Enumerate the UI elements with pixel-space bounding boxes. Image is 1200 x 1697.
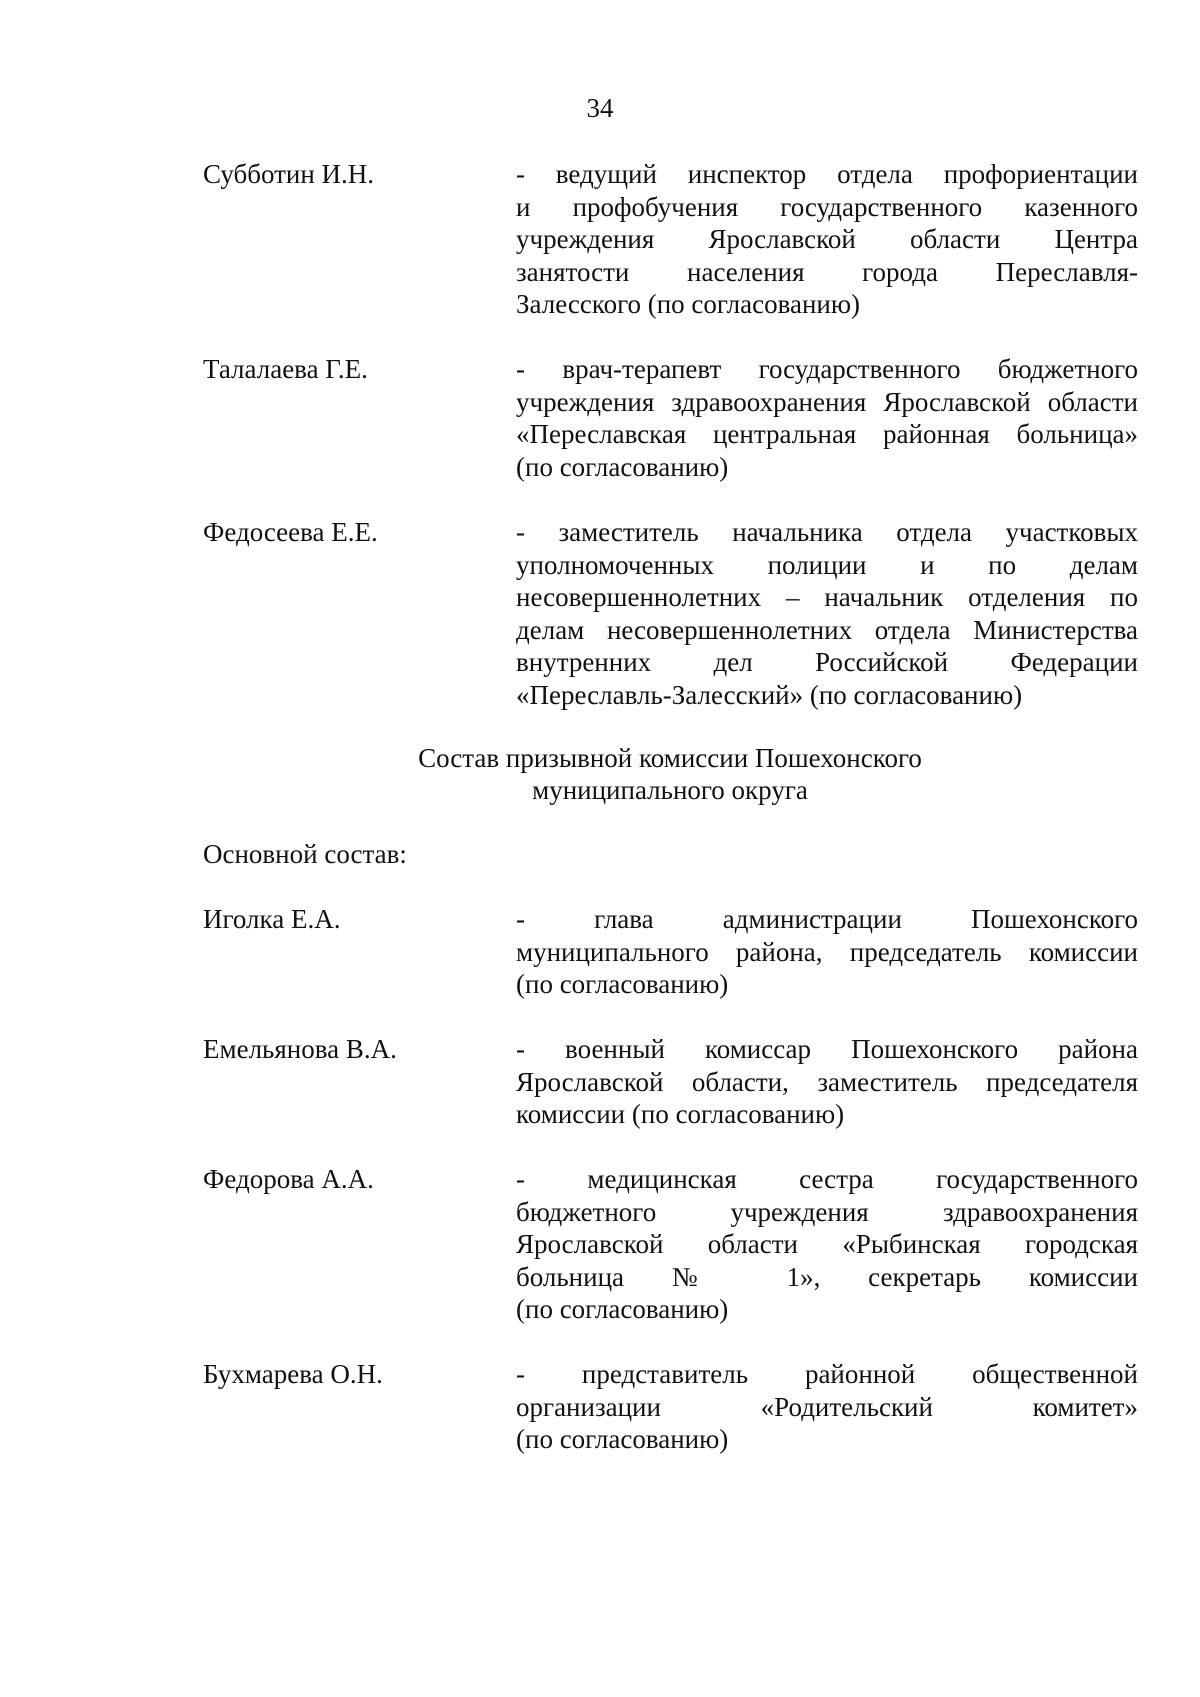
member-description	[516, 353, 1138, 483]
description-line: уполномоченных полиции и по делам	[516, 549, 1138, 580]
member-description	[516, 1163, 1138, 1326]
member-name: Субботин И.Н.	[203, 159, 375, 189]
description-line: - медицинская сестра государственного	[516, 1164, 1138, 1194]
description-line: комиссии (по согласованию)	[516, 1099, 845, 1129]
description-line: делам несовершеннолетних отдела Министерства	[516, 614, 1138, 645]
member-name: Федорова А.А.	[203, 1164, 374, 1194]
description-line: - военный комиссар Пошехонского района	[516, 1034, 1138, 1064]
member-name: Емельянова В.А.	[203, 1034, 397, 1064]
description-line: «Переславль-Залесский» (по согласованию)	[516, 679, 1023, 710]
description-line: Залесского (по согласованию)	[516, 289, 860, 319]
description-line: (по согласованию)	[516, 1424, 729, 1454]
page-number: 34	[586, 93, 614, 123]
description-line: - ведущий инспектор отдела профориентации	[516, 159, 1138, 189]
description-line: «Переславская центральная районная больница»	[516, 419, 1138, 449]
member-description	[516, 1033, 1138, 1131]
member-name: Бухмарева О.Н.	[203, 1359, 383, 1389]
description-line: внутренних дел Российской Федерации	[516, 647, 1138, 677]
description-line: (по согласованию)	[516, 969, 729, 999]
description-line: Ярославской области, заместитель председателя	[516, 1066, 1138, 1097]
description-line: занятости населения города Переславля-	[516, 256, 1138, 287]
description-line: бюджетного учреждения здравоохранения	[516, 1196, 1138, 1227]
member-description	[516, 1358, 1138, 1456]
description-line: (по согласованию)	[516, 451, 729, 482]
description-line: организации «Родительский комитет»	[516, 1391, 1138, 1422]
description-line: - представитель районной общественной	[516, 1359, 1138, 1389]
member-name: Талалаева Г.Е.	[203, 354, 368, 384]
member-description	[516, 516, 1138, 711]
section-title-line: Состав призывной комиссии Пошехонского	[418, 743, 922, 773]
description-line: - заместитель начальника отдела участковых	[516, 517, 1138, 547]
description-line: больница № 1», секретарь комиссии	[516, 1261, 1138, 1292]
description-line: несовершеннолетних – начальник отделения по	[516, 582, 1138, 612]
member-description	[516, 158, 1138, 321]
section-title-line: муниципального округа	[532, 775, 808, 805]
description-line: (по согласованию)	[516, 1294, 729, 1324]
member-description	[516, 903, 1138, 1001]
description-line: учреждения здравоохранения Ярославской области	[516, 386, 1138, 417]
description-line: муниципального района, председатель комиссии	[516, 936, 1138, 967]
description-line: - глава администрации Пошехонского	[516, 904, 1138, 934]
description-line: Ярославской области «Рыбинская городская	[516, 1229, 1138, 1259]
section-label: Основной состав:	[203, 839, 407, 869]
description-line: - врач-терапевт государственного бюджетного	[516, 354, 1138, 384]
description-line: учреждения Ярославской области Центра	[516, 224, 1138, 254]
member-name: Федосеева Е.Е.	[203, 517, 378, 547]
description-line: и профобучения государственного казенного	[516, 191, 1138, 222]
member-name: Иголка Е.А.	[203, 904, 341, 934]
